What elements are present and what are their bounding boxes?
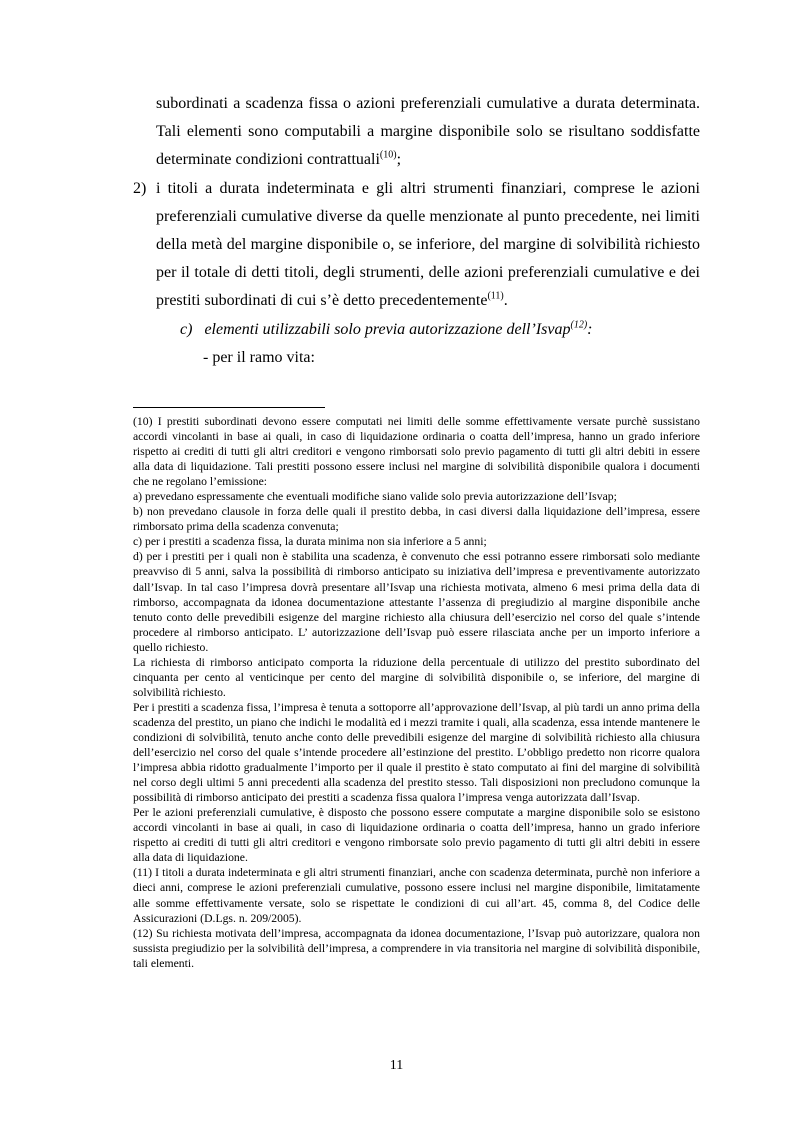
item-2-line-4: per il totale di detti titoli, degli strumenti, delle azioni preferenziali cumulative e dei bbox=[156, 264, 700, 281]
item-2-line-1: i titoli a durata indeterminata e gli altri strumenti finanziari, comprese le azioni bbox=[156, 180, 700, 197]
sub-item-c: c) elementi utilizzabili solo previa autorizzazione dell’Isvap$^{(12)}$: bbox=[180, 319, 593, 338]
footnote-ref-12: (12) bbox=[570, 319, 588, 331]
item-2-line-5: prestiti subordinati di cui s’è detto precedentemente$^{(11)}$. bbox=[156, 290, 508, 309]
item-2-marker: 2) bbox=[133, 180, 147, 197]
footnote-10-para-2: La richiesta di rimborso anticipato comporta la riduzione della percentuale di utilizzo del prestito subordinato del cinquanta per cento al venticinque per cento del margine di solvibilità disponibile o, se inferiore, del margine di solvibilità richiesto. bbox=[133, 655, 700, 699]
sub-item-c-text: elementi utilizzabili solo previa autorizzazione dell’Isvap bbox=[204, 321, 571, 338]
footnote-12: (12) Su richiesta motivata dell’impresa, accompagnata da idonea documentazione, l’Isvap può autorizzare, qualora non sussista pregiudizio per la solvibilità dell’impresa, a comprendere in via transitoria nel margine di solvibilità disponibile, tali elementi. bbox=[133, 926, 700, 970]
item-2-line-2: preferenziali cumulative diverse da quelle menzionate al punto precedente, nei limiti bbox=[156, 208, 700, 225]
page-number: 11 bbox=[389, 1058, 404, 1073]
continuation-line-3: determinate condizioni contrattuali$^{(10)}$; bbox=[156, 149, 402, 168]
continuation-line-2: Tali elementi sono computabili a margine disponibile solo se risultano soddisfatte bbox=[156, 123, 700, 140]
footnote-ref-10: (10) bbox=[379, 149, 397, 161]
sub-item-c-marker: c) bbox=[180, 321, 193, 338]
footnote-10-b: b) non prevedano clausole in forza delle quali il prestito debba, in casi diversi dalla liquidazione dell’impresa, essere rimborsato prima della scadenza convenuta; bbox=[133, 505, 700, 534]
footnote-separator bbox=[133, 407, 325, 408]
footnote-10-para-3: Per i prestiti a scadenza fissa, l’impresa è tenuta a sottoporre all’approvazione dell’Isvap, al più tardi un anno prima della scadenza del prestito, un piano che indichi le modalità ed i mezzi tramite i quali, alla scadenza, essa intende mantenere le condizioni di solvibilità, tenuto anche conto delle prevedibili esigenze del margine di solvibilità richiesto alla chiusura dell’esercizio nel corso del quale s’intende procedere all’estinzione del prestito. L’obbligo predetto non ricorre qualora l’impresa abbia ridotto gradualmente l’importo per il quale il prestito è stato computato ai fini del margine di solvibilità nel corso degli ultimi 5 anni precedenti alla scadenza del prestito stesso. Tali disposizioni non precludono comunque la possibilità di rimborso anticipato dei prestiti a scadenza fissa qualora l’impresa venga autorizzata dall’Isvap. bbox=[133, 700, 700, 805]
footnote-ref-11: (11) bbox=[487, 290, 504, 302]
footnote-10-c: c) per i prestiti a scadenza fissa, la durata minima non sia inferiore a 5 anni; bbox=[133, 535, 487, 549]
footnote-10-d: d) per i prestiti per i quali non è stabilita una scadenza, è convenuto che essi potranno essere rimborsati solo mediante preavviso di 5 anni, salva la possibilità di rimborso anticipato su iniziativa dell’impresa e preventivamente autorizzato dall’Isvap. In tal caso l’impresa dovrà presentare all’Isvap una richiesta motivata, almeno 6 mesi prima della data di rimborso, accompagnata da idonea documentazione attestante l’assenza di pregiudizio al margine disponibile anche tenuto conto delle prevedibili esigenze del margine richiesto alla chiusura dell’esercizio nel corso del quale s’intende procedere al rimborso anticipato. L’ autorizzazione dell’Isvap può essere rilasciata anche per un importo inferiore a quello richiesto. bbox=[133, 550, 700, 654]
body-text bbox=[133, 90, 700, 380]
continuation-line-1: subordinati a scadenza fissa o azioni preferenziali cumulative a durata determinata. bbox=[156, 95, 700, 112]
item-2-line-3: della metà del margine disponibile o, se inferiore, del margine di solvibilità richiesto bbox=[156, 236, 700, 253]
footnote-10: (10) I prestiti subordinati devono essere computati nei limiti delle somme effettivamente versate purchè sussistano accordi vincolanti in base ai quali, in caso di liquidazione ordinaria o coatta dell’impresa, hanno un grado inferiore rispetto ai crediti di tutti gli altri creditori e vengono rimborsati solo previo pagamento di tutti gli altri debiti in essere alla data di liquidazione. Tali prestiti possono essere inclusi nel margine di solvibilità disponibile qualora i documenti che ne regolano l’emissione: bbox=[133, 415, 700, 489]
footnote-11: (11) I titoli a durata indeterminata e gli altri strumenti finanziari, anche con scadenza determinata, purchè non inferiore a dieci anni, comprese le azioni preferenziali cumulative, possono essere inclusi nel margine disponibile, limitatamente alle somme effettivamente versate, solo se rispettate le condizioni di cui all’art. 45, comma 8, del Codice delle Assicurazioni (D.Lgs. n. 209/2005). bbox=[133, 866, 700, 925]
footnotes bbox=[133, 414, 700, 971]
footnote-10-a: a) prevedano espressamente che eventuali modifiche siano valide solo previa autorizzazione dell’Isvap; bbox=[133, 490, 617, 504]
footnote-10-para-4: Per le azioni preferenziali cumulative, è disposto che possono essere computate a margine disponibile solo se esistono accordi vincolanti in base ai quali, in caso di liquidazione ordinaria o coatta dell’impresa, hanno un grado inferiore rispetto ai crediti di tutti gli altri creditori e vengono rimborsate solo previo pagamento di tutti gli altri debiti in essere alla data di liquidazione. bbox=[133, 806, 700, 865]
ramo-vita-line: - per il ramo vita: bbox=[203, 349, 315, 366]
